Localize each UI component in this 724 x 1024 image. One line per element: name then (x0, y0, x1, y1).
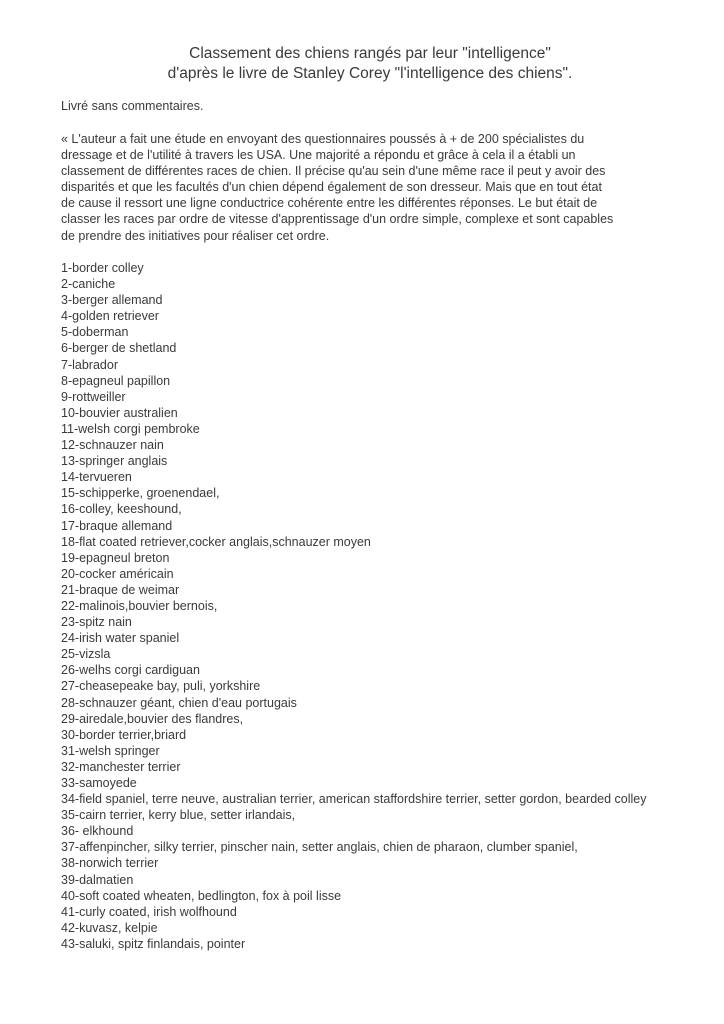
list-item: 31-welsh springer (61, 743, 160, 758)
list-item: 23-spitz nain (61, 615, 132, 630)
list-item: 28-schnauzer géant, chien d'eau portugais (61, 695, 297, 710)
list-item: 32-manchester terrier (61, 759, 181, 774)
list-item: 14-tervueren (61, 470, 132, 485)
list-item: 12-schnauzer nain (61, 438, 164, 453)
intro-line: disparités et que les facultés d'un chien dépend également de son dresseur. Mais que en tout état (61, 180, 602, 195)
list-item: 4-golden retriever (61, 309, 159, 324)
breed-ranking-list (61, 260, 686, 952)
list-item: 2-caniche (61, 277, 116, 292)
subtitle: Livré sans commentaires. (61, 99, 204, 113)
list-item: 37-affenpincher, silky terrier, pinscher nain, setter anglais, chien de pharaon, clumber spaniel, (61, 840, 578, 855)
list-item: 7-labrador (61, 357, 118, 372)
list-item: 15-schipperke, groenendael, (61, 486, 220, 501)
list-item: 40-soft coated wheaten, bedlington, fox à poil lisse (61, 888, 342, 903)
list-item: 30-border terrier,briard (61, 727, 187, 742)
list-item: 17-braque allemand (61, 518, 173, 533)
list-item: 43-saluki, spitz finlandais, pointer (61, 936, 246, 951)
list-item: 22-malinois,bouvier bernois, (61, 598, 218, 613)
intro-line: classer les races par ordre de vitesse d'apprentissage d'un ordre simple, complexe et sont capables (61, 212, 614, 227)
list-item: 35-cairn terrier, kerry blue, setter irlandais, (61, 808, 296, 823)
list-item: 36- elkhound (61, 824, 134, 839)
list-item: 29-airedale,bouvier des flandres, (61, 711, 244, 726)
list-item: 26-welhs corgi cardiguan (61, 663, 200, 678)
list-item: 27-cheasepeake bay, puli, yorkshire (61, 679, 261, 694)
list-item: 39-dalmatien (61, 872, 134, 887)
intro-line: « L'auteur a fait une étude en envoyant des questionnaires poussés à + de 200 spécialistes du (61, 132, 585, 146)
list-item: 6-berger de shetland (61, 341, 177, 356)
list-item: 16-colley, keeshound, (61, 502, 182, 517)
list-item: 42-kuvasz, kelpie (61, 920, 158, 935)
list-item: 41-curly coated, irish wolfhound (61, 904, 237, 919)
list-item: 20-cocker américain (61, 566, 174, 581)
list-item: 13-springer anglais (61, 454, 168, 469)
list-item: 19-epagneul breton (61, 550, 170, 565)
intro-line: de prendre des initiatives pour réaliser cet ordre. (61, 228, 330, 243)
list-item: 1-border colley (61, 261, 144, 275)
list-item: 21-braque de weimar (61, 582, 180, 597)
intro-line: de cause il ressort une ligne conductrice cohérente entre les différentes réponses. Le but était de (61, 196, 598, 211)
title-line-1: Classement des chiens rangés par leur "intelligence" (189, 45, 551, 62)
title-line-2: d'après le livre de Stanley Corey "l'intelligence des chiens". (167, 65, 573, 82)
list-item: 3-berger allemand (61, 293, 163, 308)
list-item: 18-flat coated retriever,cocker anglais,schnauzer moyen (61, 534, 371, 549)
list-item: 25-vizsla (61, 647, 111, 662)
list-item: 33-samoyede (61, 776, 137, 790)
document-title (0, 44, 724, 84)
list-item: 5-doberman (61, 325, 129, 340)
list-item: 8-epagneul papillon (61, 373, 171, 388)
intro-line: dressage et de l'utilité à travers les USA. Une majorité a répondu et grâce à cela il a établi un (61, 148, 576, 163)
list-item: 10-bouvier australien (61, 405, 178, 420)
intro-paragraph (61, 131, 686, 244)
list-item: 9-rottweiller (61, 389, 126, 404)
list-item: 24-irish water spaniel (61, 631, 180, 646)
list-item: 34-field spaniel, terre neuve, australian terrier, american staffordshire terrier, setter gordon, bearded colley (61, 792, 647, 807)
list-item: 38-norwich terrier (61, 856, 159, 871)
intro-line: classement de différentes races de chien. Il précise qu'au sein d'une même race il peut y avoir des (61, 164, 606, 179)
list-item: 11-welsh corgi pembroke (61, 421, 200, 436)
